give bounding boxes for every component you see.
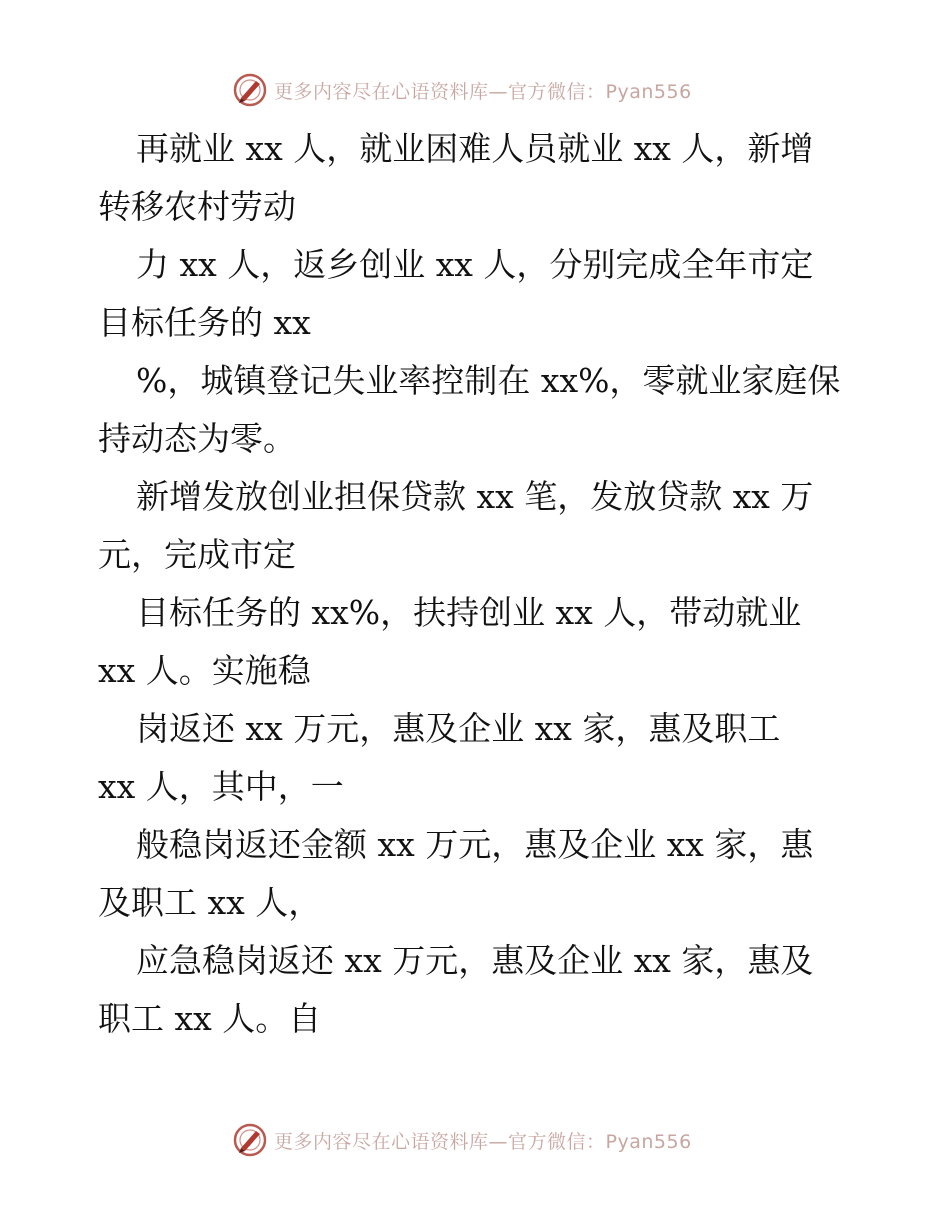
text-line: 目标任务的 xx bbox=[98, 303, 311, 342]
banner-text: 更多内容尽在心语资料库—官方微信：Pyan556 bbox=[274, 80, 692, 103]
text-line: 元，完成市定 bbox=[98, 535, 296, 574]
text-line: 及职工 xx 人， bbox=[98, 883, 322, 922]
text-line: xx 人，其中，一 bbox=[98, 767, 344, 806]
text-line: 应急稳岗返还 xx 万元，惠及企业 xx 家，惠及 bbox=[136, 941, 814, 980]
text-line: 职工 xx 人。自 bbox=[98, 999, 322, 1038]
text-line: 转移农村劳动 bbox=[98, 187, 296, 226]
banner-text: 更多内容尽在心语资料库—官方微信：Pyan556 bbox=[274, 1130, 692, 1153]
pen-logo-icon bbox=[232, 1122, 268, 1158]
document-body bbox=[98, 120, 858, 1048]
text-line: 般稳岗返还金额 xx 万元，惠及企业 xx 家，惠 bbox=[136, 825, 814, 864]
text-line: 持动态为零。 bbox=[98, 419, 296, 458]
text-line: 力 xx 人，返乡创业 xx 人，分别完成全年市定 bbox=[136, 245, 814, 284]
footer-banner bbox=[232, 1120, 692, 1160]
text-line: 岗返还 xx 万元，惠及企业 xx 家，惠及职工 bbox=[136, 709, 781, 748]
text-line: 再就业 xx 人，就业困难人员就业 xx 人，新增 bbox=[136, 129, 814, 168]
text-line: 新增发放创业担保贷款 xx 笔，发放贷款 xx 万 bbox=[136, 477, 814, 516]
text-line: %，城镇登记失业率控制在 xx%，零就业家庭保 bbox=[136, 361, 841, 400]
pen-logo-icon bbox=[232, 72, 268, 108]
header-banner bbox=[232, 70, 692, 110]
text-line: 目标任务的 xx%，扶持创业 xx 人，带动就业 bbox=[136, 593, 802, 632]
text-line: xx 人。实施稳 bbox=[98, 651, 311, 690]
